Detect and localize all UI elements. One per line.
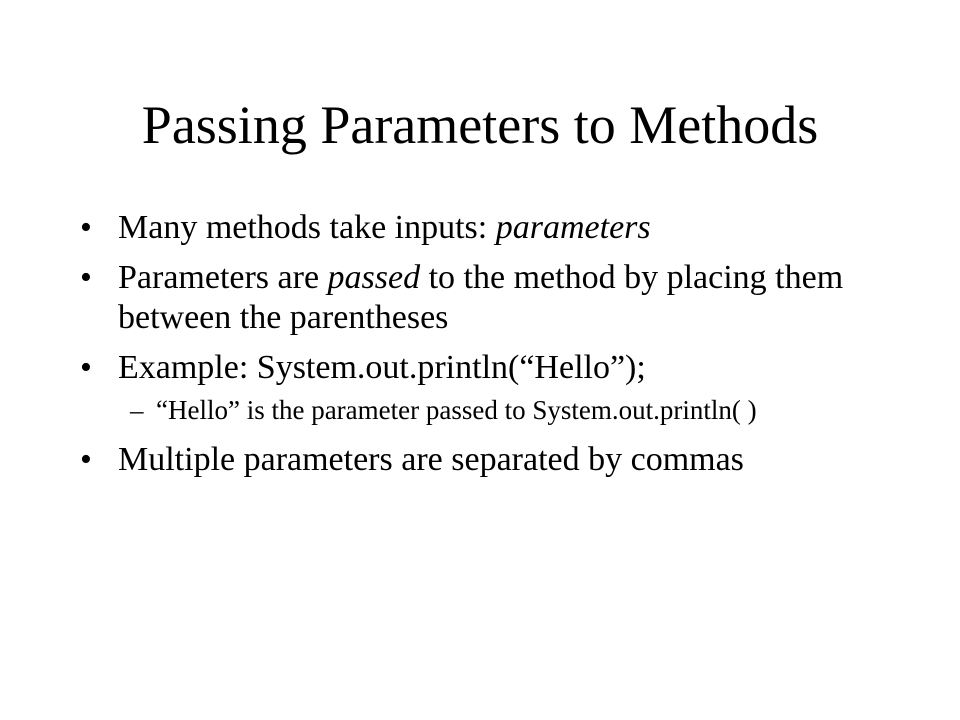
bullet-marker: • — [80, 441, 92, 478]
bullet-item-4 — [80, 440, 880, 480]
bullet-item-1 — [80, 208, 880, 248]
bullet-text: Parameters are — [118, 259, 328, 296]
sub-bullet-marker: – — [130, 395, 144, 425]
bullet-marker: • — [80, 349, 92, 386]
slide-title: Passing Parameters to Methods — [141, 95, 819, 155]
bullet-emphasis: parameters — [495, 209, 651, 246]
bullet-item-2 — [80, 258, 880, 338]
sub-bullet-item — [118, 394, 880, 426]
bullet-marker: • — [80, 209, 92, 246]
bullet-text: Many methods take inputs: — [118, 209, 496, 246]
bullet-list — [80, 208, 880, 490]
bullet-text: Multiple parameters are separated by commas — [118, 441, 744, 478]
bullet-marker: • — [80, 259, 92, 296]
bullet-text: to the method by placing them between the parentheses — [118, 259, 844, 336]
bullet-text: Example: System.out.println(“Hello”); — [118, 349, 646, 386]
bullet-emphasis: passed — [327, 259, 421, 296]
sub-bullet-list — [118, 394, 880, 426]
bullet-item-3 — [80, 348, 880, 426]
sub-bullet-text: “Hello” is the parameter passed to System.out.println( ) — [156, 395, 757, 425]
